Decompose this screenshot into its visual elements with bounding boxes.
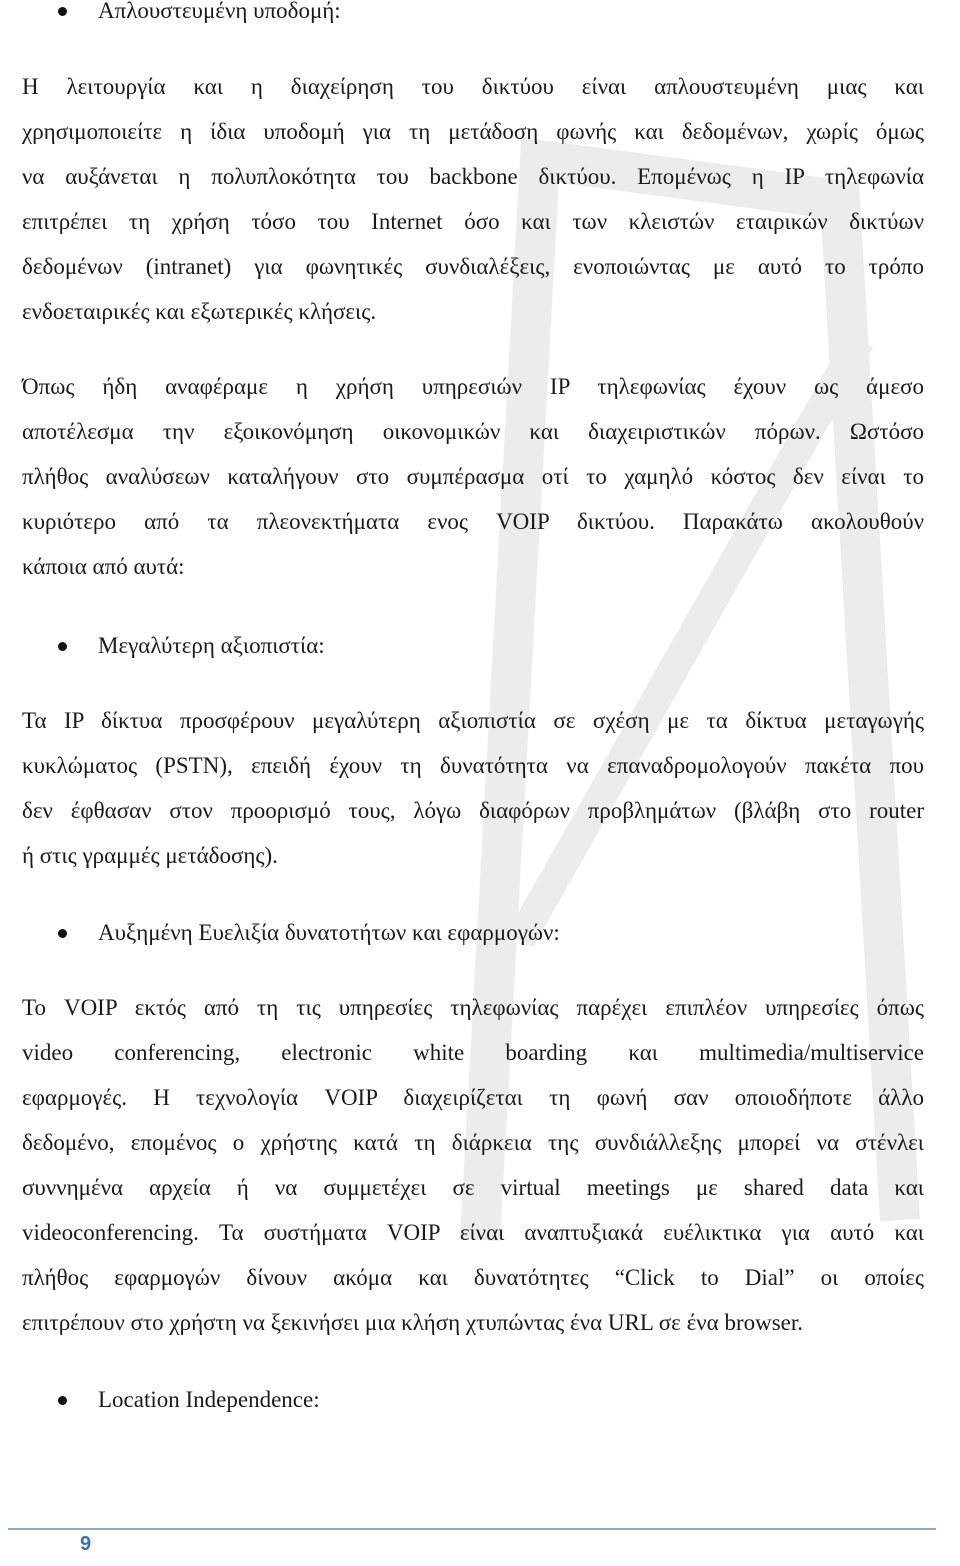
text-line: Η λειτουργία και η διαχείρηση του δικτύου είναι απλουστευμένη μιας και <box>22 74 924 99</box>
text-line: συννημένα αρχεία ή να συμμετέχει σε virtual meetings με shared data και <box>22 1175 924 1200</box>
bullet-heading: Location Independence: <box>98 1387 320 1412</box>
text-line: να αυξάνεται η πολυπλοκότητα του backbone δικτύου. Επομένως η IP τηλεφωνία <box>22 164 924 189</box>
bullet-heading: Αυξημένη Ευελιξία δυνατοτήτων και εφαρμογών: <box>98 920 560 945</box>
text-line: ή στις γραμμές μετάδοσης). <box>22 843 278 868</box>
bullet-icon <box>58 7 67 16</box>
bullet-heading: Μεγαλύτερη αξιοπιστία: <box>98 633 325 658</box>
text-line: video conferencing, electronic white boarding και multimedia/multiservice <box>22 1040 924 1065</box>
text-line: ενδοεταιρικές και εξωτερικές κλήσεις. <box>22 299 377 324</box>
footer-divider <box>8 1528 936 1530</box>
text-line: αποτέλεσμα την εξοικονόμηση οικονομικών και διαχειριστικών πόρων. Ωστόσο <box>22 419 924 444</box>
bullet-heading: Απλουστευμένη υποδομή: <box>98 0 341 23</box>
bullet-item <box>58 1385 320 1415</box>
text-line: videoconferencing. Τα συστήματα VOIP είναι αναπτυξιακά ευέλικτικα για αυτό και <box>22 1220 924 1245</box>
page-number: 9 <box>80 1533 92 1555</box>
text-line: επιτρέπει τη χρήση τόσο του Internet όσο και των κλειστών εταιρικών δικτύων <box>22 209 924 234</box>
text-line: δεδομένων (intranet) για φωνητικές συνδιαλέξεις, ενοποιώντας με αυτό το τρόπο <box>22 254 924 279</box>
text-line: κάποια από αυτά: <box>22 554 185 579</box>
text-line: επιτρέπουν στο χρήστη να ξεκινήσει μια κλήση χτυπώντας ένα URL σε ένα browser. <box>22 1310 804 1335</box>
text-line: Τα IP δίκτυα προσφέρουν μεγαλύτερη αξιοπιστία σε σχέση με τα δίκτυα μεταγωγής <box>22 708 924 733</box>
text-line: κυριότερο από τα πλεονεκτήματα ενος VOIP δικτύου. Παρακάτω ακολουθούν <box>22 509 924 534</box>
text-line: χρησιμοποιείτε η ίδια υποδομή για τη μετάδοση φωνής και δεδομένων, χωρίς όμως <box>22 119 924 144</box>
paragraph <box>22 64 924 334</box>
bullet-item <box>58 631 325 661</box>
bullet-icon <box>58 929 67 938</box>
text-line: δεδομένο, επομένος ο χρήστης κατά τη διάρκεια της συνδιάλλεξης μπορεί να στένλει <box>22 1130 924 1155</box>
text-line: εφαρμογές. Η τεχνολογία VOIP διαχειρίζεται τη φωνή σαν οποιοδήποτε άλλο <box>22 1085 924 1110</box>
text-line: Όπως ήδη αναφέραμε η χρήση υπηρεσιών IP τηλεφωνίας έχουν ως άμεσο <box>22 374 924 399</box>
paragraph <box>22 985 924 1345</box>
bullet-item <box>58 918 560 948</box>
bullet-item <box>58 0 341 26</box>
text-line: δεν έφθασαν στον προορισμό τους, λόγω διαφόρων προβλημάτων (βλάβη στο router <box>22 798 924 823</box>
paragraph <box>22 364 924 589</box>
bullet-icon <box>58 1396 67 1405</box>
text-line: κυκλώματος (PSTN), επειδή έχουν τη δυνατότητα να επαναδρομολογούν πακέτα που <box>22 753 924 778</box>
text-line: Το VOIP εκτός από τη τις υπηρεσίες τηλεφωνίας παρέχει επιπλέον υπηρεσίες όπως <box>22 995 924 1020</box>
paragraph <box>22 698 924 878</box>
text-line: πλήθος αναλύσεων καταλήγουν στο συμπέρασμα οτί το χαμηλό κόστος δεν είναι το <box>22 464 924 489</box>
bullet-icon <box>58 642 67 651</box>
text-line: πλήθος εφαρμογών δίνουν ακόμα και δυνατότητες “Click to Dial” οι οποίες <box>22 1265 924 1290</box>
